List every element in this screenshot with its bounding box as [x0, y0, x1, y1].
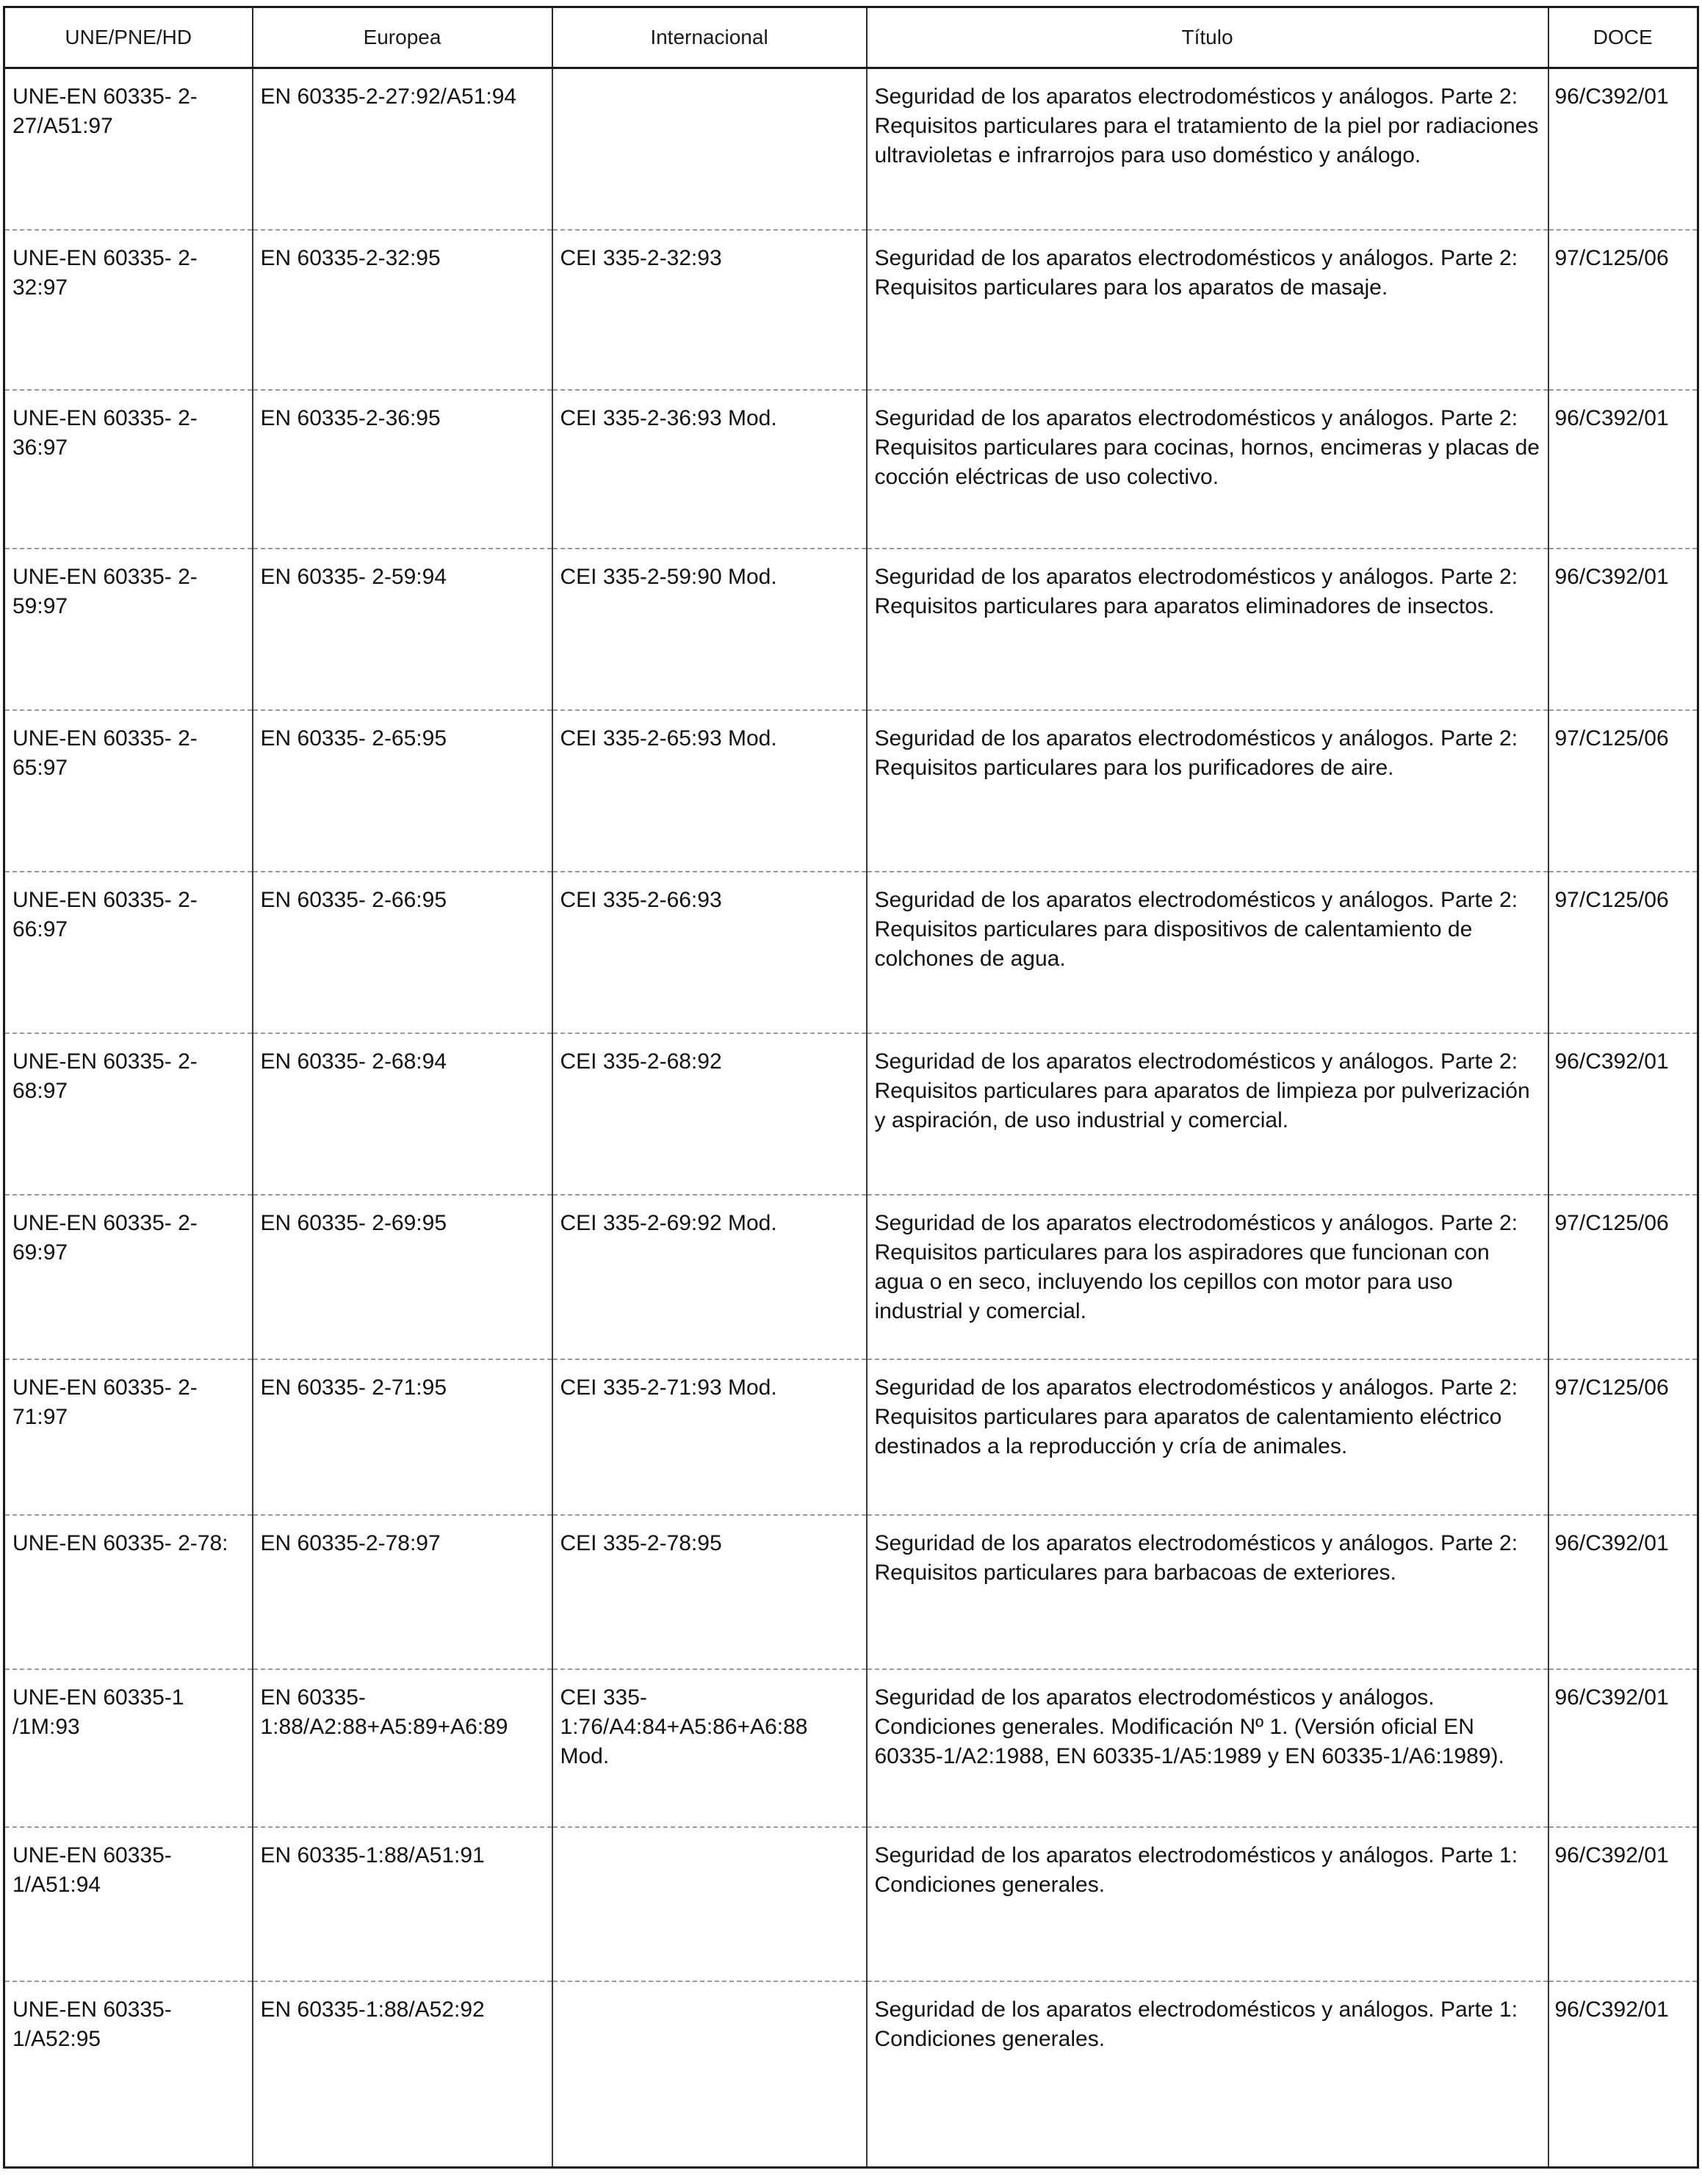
- cell-internacional: CEI 335-2-71:93 Mod.: [552, 1359, 867, 1515]
- cell-doce: 96/C392/01: [1548, 549, 1698, 710]
- cell-titulo: Seguridad de los aparatos electrodomésticos y análogos. Parte 2: Requisitos particulares para los aspiradores que funcionan con agua o en seco, incluyendo los cepillos con motor para uso industrial y comercial.: [867, 1195, 1548, 1359]
- cell-titulo: Seguridad de los aparatos electrodomésticos y análogos. Parte 2: Requisitos particulares para los aparatos de masaje.: [867, 230, 1548, 390]
- cell-une: UNE-EN 60335-1 /1M:93: [4, 1669, 253, 1827]
- cell-doce: 97/C125/06: [1548, 1359, 1698, 1515]
- cell-doce: 97/C125/06: [1548, 1195, 1698, 1359]
- table-header: [4, 7, 1698, 68]
- cell-internacional: CEI 335-2-32:93: [552, 230, 867, 390]
- cell-europea: EN 60335-2-27:92/A51:94: [253, 68, 552, 230]
- cell-titulo: Seguridad de los aparatos electrodomésticos y análogos. Parte 1: Condiciones generales.: [867, 1827, 1548, 1981]
- header-row: [4, 7, 1698, 68]
- cell-internacional: CEI 335-2-69:92 Mod.: [552, 1195, 867, 1359]
- table-row: [4, 68, 1698, 230]
- cell-titulo: Seguridad de los aparatos electrodomésticos y análogos. Parte 2: Requisitos particulares para barbacoas de exteriores.: [867, 1515, 1548, 1669]
- cell-europea: EN 60335-2-32:95: [253, 230, 552, 390]
- table-row: [4, 710, 1698, 872]
- cell-doce: 97/C125/06: [1548, 710, 1698, 872]
- cell-europea: EN 60335-1:88/A51:91: [253, 1827, 552, 1981]
- cell-internacional: [552, 68, 867, 230]
- cell-une: UNE-EN 60335- 2-69:97: [4, 1195, 253, 1359]
- cell-internacional: CEI 335-2-65:93 Mod.: [552, 710, 867, 872]
- cell-une: UNE-EN 60335- 2-32:97: [4, 230, 253, 390]
- header-europea: Europea: [253, 7, 552, 68]
- table-body: [4, 68, 1698, 2168]
- cell-internacional: CEI 335-1:76/A4:84+A5:86+A6:88 Mod.: [552, 1669, 867, 1827]
- cell-europea: EN 60335- 2-59:94: [253, 549, 552, 710]
- cell-titulo: Seguridad de los aparatos electrodomésticos y análogos. Parte 1: Condiciones generales.: [867, 1981, 1548, 2168]
- cell-une: UNE-EN 60335- 2-36:97: [4, 390, 253, 549]
- cell-internacional: CEI 335-2-59:90 Mod.: [552, 549, 867, 710]
- cell-internacional: [552, 1981, 867, 2168]
- cell-doce: 96/C392/01: [1554, 84, 1669, 109]
- cell-internacional: CEI 335-2-66:93: [552, 872, 867, 1033]
- header-titulo: Título: [867, 7, 1548, 68]
- table-row: [4, 549, 1698, 710]
- header-doce: DOCE: [1548, 7, 1698, 68]
- table-row: [4, 1515, 1698, 1669]
- cell-europea: EN 60335-1:88/A2:88+A5:89+A6:89: [253, 1669, 552, 1827]
- cell-titulo: Seguridad de los aparatos electrodomésticos y análogos. Parte 2: Requisitos particulares para dispositivos de calentamiento de colchones de agua.: [867, 872, 1548, 1033]
- cell-doce: 96/C392/01: [1548, 1033, 1698, 1195]
- cell-titulo: Seguridad de los aparatos electrodomésticos y análogos. Parte 2: Requisitos particulares para cocinas, hornos, encimeras y placas de cocción eléctricas de uso colectivo.: [867, 390, 1548, 549]
- cell-doce: 96/C392/01: [1548, 390, 1698, 549]
- cell-europea: EN 60335- 2-65:95: [253, 710, 552, 872]
- cell-titulo: Seguridad de los aparatos electrodomésticos y análogos. Parte 2: Requisitos particulares para aparatos eliminadores de insectos.: [867, 549, 1548, 710]
- table-row: [4, 1195, 1698, 1359]
- cell-europea: EN 60335- 2-66:95: [253, 872, 552, 1033]
- cell-europea: EN 60335-1:88/A52:92: [253, 1981, 552, 2168]
- cell-doce: 97/C125/06: [1548, 230, 1698, 390]
- cell-titulo: Seguridad de los aparatos electrodomésticos y análogos. Parte 2: Requisitos particulares para los purificadores de aire.: [867, 710, 1548, 872]
- cell-internacional: CEI 335-2-36:93 Mod.: [552, 390, 867, 549]
- cell-une: UNE-EN 60335- 2-68:97: [4, 1033, 253, 1195]
- cell-une: UNE-EN 60335- 2-78:: [4, 1515, 253, 1669]
- cell-doce: 97/C125/06: [1548, 872, 1698, 1033]
- cell-doce: 96/C392/01: [1548, 1827, 1698, 1981]
- table-row: [4, 1669, 1698, 1827]
- table-row: [4, 1981, 1698, 2168]
- cell-une: UNE-EN 60335-1/A51:94: [4, 1827, 253, 1981]
- cell-titulo: Seguridad de los aparatos electrodomésticos y análogos. Parte 2: Requisitos particulares para el tratamiento de la piel por radiaciones ultravioletas e infrarrojos para uso doméstico y análogo.: [867, 68, 1548, 230]
- table-row: [4, 1359, 1698, 1515]
- cell-doce: 96/C392/01: [1548, 1515, 1698, 1669]
- cell-titulo: Seguridad de los aparatos electrodomésticos y análogos. Parte 2: Requisitos particulares para aparatos de limpieza por pulverización y aspiración, de uso industrial y comercial.: [867, 1033, 1548, 1195]
- cell-une: UNE-EN 60335- 2-59:97: [4, 549, 253, 710]
- cell-une: UNE-EN 60335- 2-71:97: [4, 1359, 253, 1515]
- cell-doce: 96/C392/01: [1548, 1669, 1698, 1827]
- cell-europea: EN 60335-2-36:95: [253, 390, 552, 549]
- table-row: [4, 230, 1698, 390]
- header-internacional: Internacional: [552, 7, 867, 68]
- standards-table: [3, 6, 1699, 2169]
- table-row: [4, 1033, 1698, 1195]
- cell-titulo: Seguridad de los aparatos electrodomésticos y análogos. Condiciones generales. Modificación Nº 1. (Versión oficial EN 60335-1/A2:1988, EN 60335-1/A5:1989 y EN 60335-1/A6:1989).: [867, 1669, 1548, 1827]
- cell-internacional: CEI 335-2-78:95: [552, 1515, 867, 1669]
- cell-doce: 96/C392/01: [1548, 1981, 1698, 2168]
- table-row: [4, 390, 1698, 549]
- header-une: UNE/PNE/HD: [4, 7, 253, 68]
- table-row: [4, 1827, 1698, 1981]
- cell-une: UNE-EN 60335-1/A52:95: [4, 1981, 253, 2168]
- cell-titulo: Seguridad de los aparatos electrodomésticos y análogos. Parte 2: Requisitos particulares para aparatos de calentamiento eléctrico destinados a la reproducción y cría de animales.: [867, 1359, 1548, 1515]
- cell-une: UNE-EN 60335- 2-27/A51:97: [4, 68, 253, 230]
- cell-une: UNE-EN 60335- 2-66:97: [4, 872, 253, 1033]
- cell-internacional: CEI 335-2-68:92: [552, 1033, 867, 1195]
- cell-internacional: [552, 1827, 867, 1981]
- cell-europea: EN 60335- 2-68:94: [253, 1033, 552, 1195]
- cell-europea: EN 60335- 2-69:95: [253, 1195, 552, 1359]
- cell-europea: EN 60335-2-78:97: [253, 1515, 552, 1669]
- table-row: [4, 872, 1698, 1033]
- cell-europea: EN 60335- 2-71:95: [253, 1359, 552, 1515]
- cell-une: UNE-EN 60335- 2-65:97: [4, 710, 253, 872]
